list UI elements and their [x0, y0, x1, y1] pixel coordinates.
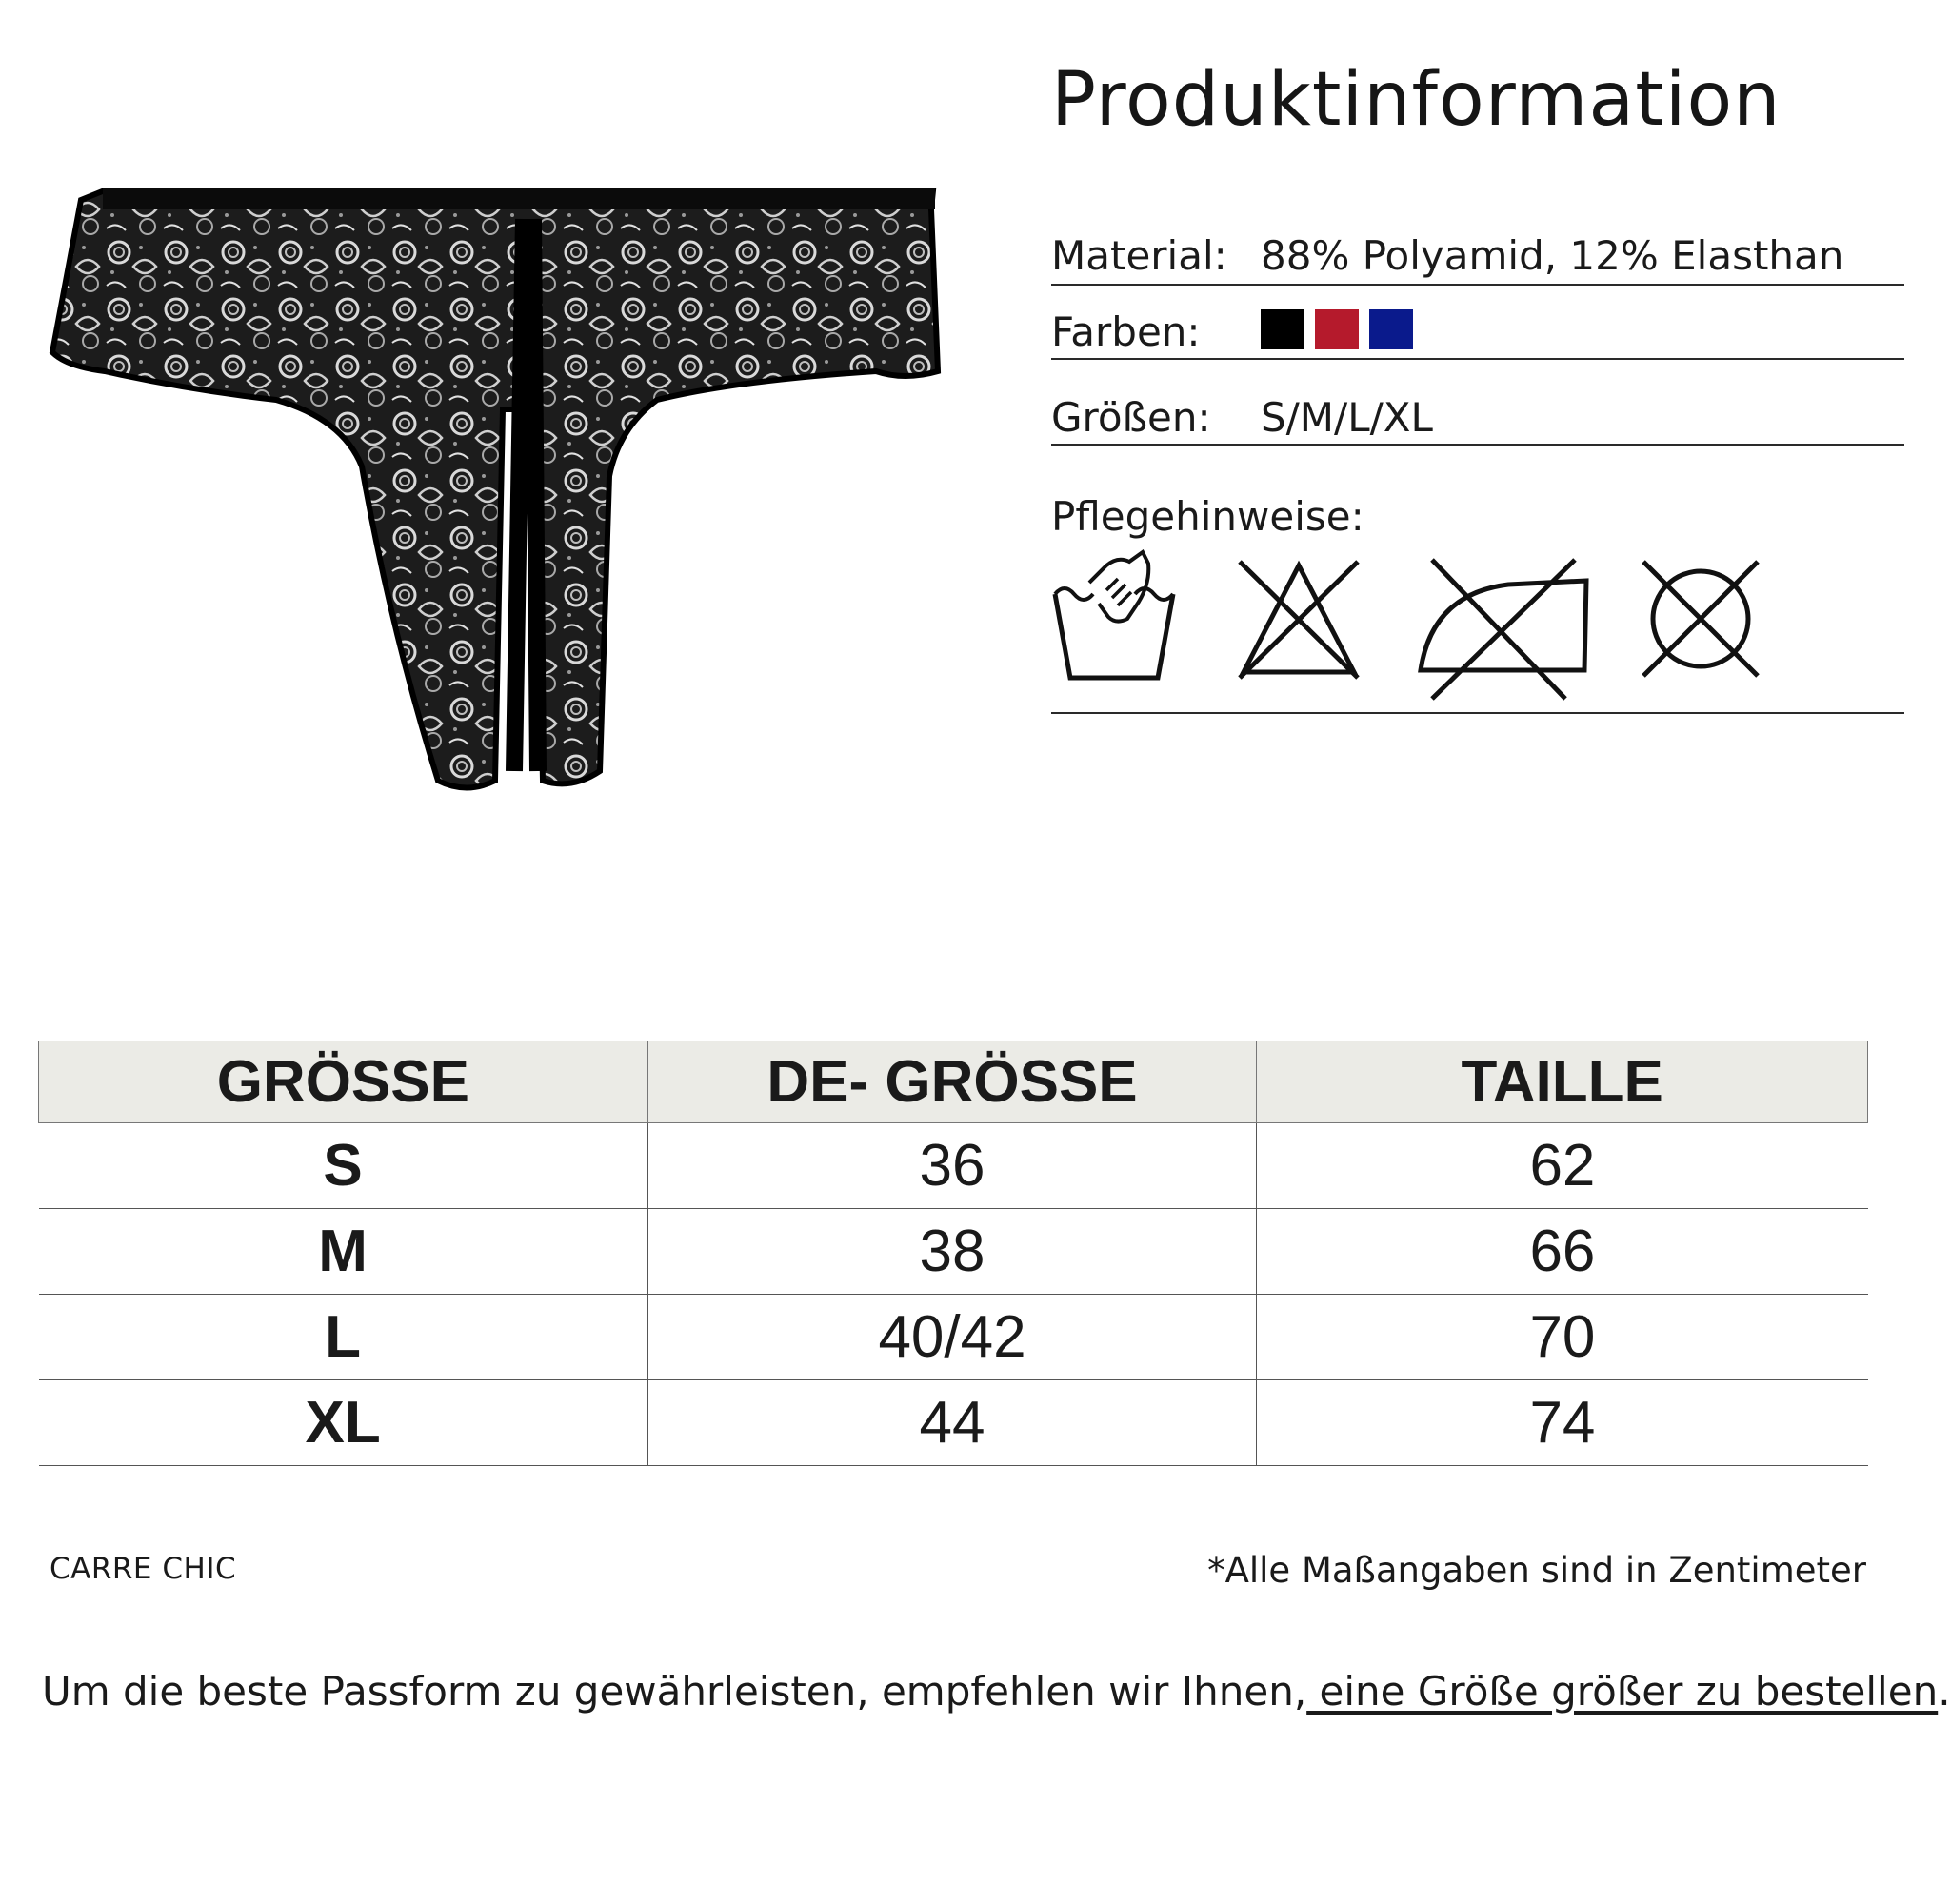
size-cell: M [39, 1209, 648, 1295]
colors-label: Farben: [1051, 308, 1201, 355]
measurement-note: *Alle Maßangaben sind in Zentimeter [1207, 1550, 1866, 1591]
brand-name: CARRE CHIC [50, 1552, 237, 1586]
sizes-value: S/M/L/XL [1261, 394, 1433, 441]
table-row [39, 1209, 1868, 1295]
material-row [1051, 232, 1904, 286]
waist-cell: 74 [1257, 1380, 1868, 1466]
hand-wash-icon [1051, 545, 1177, 684]
waist-cell: 66 [1257, 1209, 1868, 1295]
no-tumble-dry-icon [1638, 556, 1763, 680]
color-swatch-blue [1369, 309, 1413, 349]
size-cell: L [39, 1295, 648, 1380]
material-label: Material: [1051, 232, 1227, 279]
fit-recommendation [42, 1668, 1951, 1715]
header-waist: TAILLE [1257, 1041, 1868, 1123]
table-row [39, 1295, 1868, 1380]
recommendation-text: Um die beste Passform zu gewährleisten, empfehlen wir Ihnen, [42, 1668, 1307, 1715]
color-swatch-black [1261, 309, 1304, 349]
sizes-row [1051, 394, 1904, 446]
care-divider [1051, 666, 1904, 714]
table-row [39, 1123, 1868, 1209]
waist-cell: 62 [1257, 1123, 1868, 1209]
header-size: GRÖSSE [39, 1041, 648, 1123]
size-table-header-row [39, 1041, 1868, 1123]
sizes-label: Größen: [1051, 394, 1211, 441]
page-title: Produktinformation [1051, 57, 1782, 143]
garment-shape [52, 190, 938, 788]
no-bleach-icon [1236, 558, 1362, 682]
size-cell: XL [39, 1380, 648, 1466]
de-size-cell: 38 [647, 1209, 1257, 1295]
de-size-cell: 44 [647, 1380, 1257, 1466]
de-size-cell: 36 [647, 1123, 1257, 1209]
colors-row [1051, 307, 1904, 360]
care-label: Pflegehinweise: [1051, 493, 1364, 540]
size-table [38, 1041, 1868, 1466]
table-row [39, 1380, 1868, 1466]
material-value: 88% Polyamid, 12% Elasthan [1261, 232, 1844, 279]
size-cell: S [39, 1123, 648, 1209]
color-swatch-red [1315, 309, 1359, 349]
header-de-size: DE- GRÖSSE [647, 1041, 1257, 1123]
recommendation-period: . [1938, 1668, 1951, 1715]
recommendation-link[interactable]: eine Größe größer zu bestellen [1306, 1668, 1939, 1715]
product-image [48, 181, 943, 800]
de-size-cell: 40/42 [647, 1295, 1257, 1380]
waist-cell: 70 [1257, 1295, 1868, 1380]
